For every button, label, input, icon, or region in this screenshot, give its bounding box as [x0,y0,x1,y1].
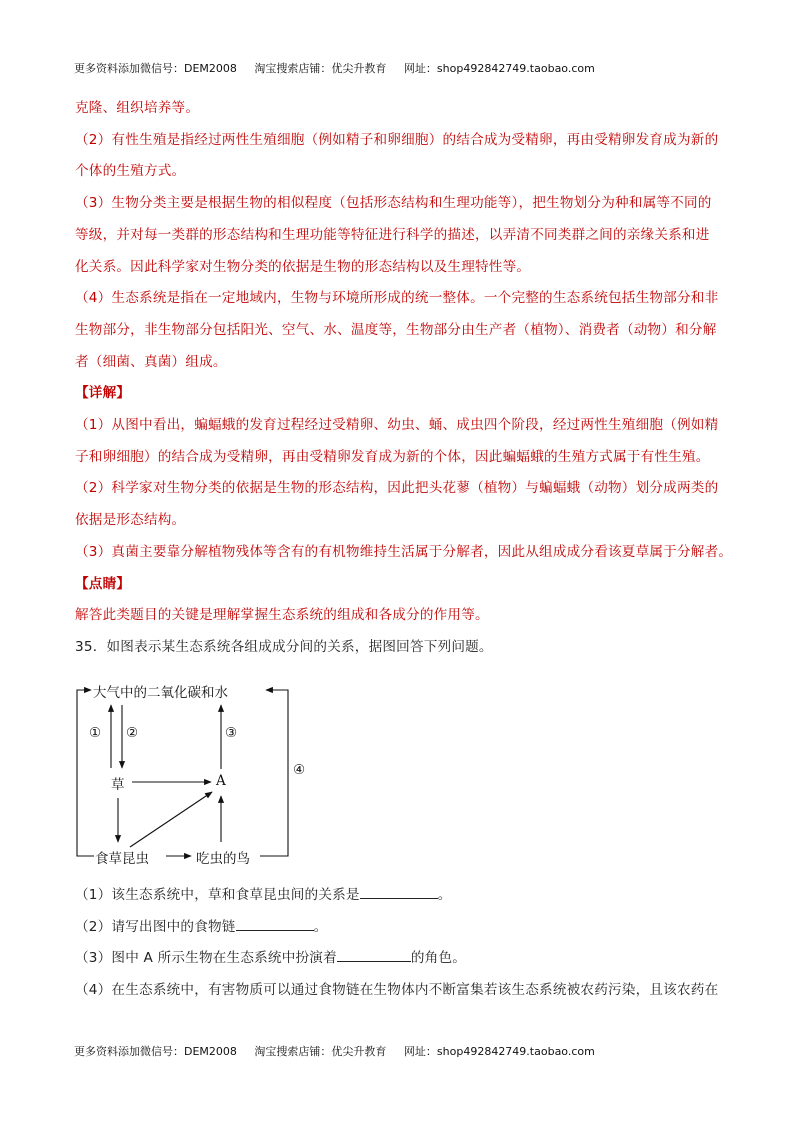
header-wechat: 更多资料添加微信号：DEM2008 [74,62,237,75]
detail-d3-line-1: （3）真菌主要靠分解植物残体等含有的有机物维持生活属于分解者，因此从组成成分看该夏草属于分解者。 [75,543,733,560]
label-2: ② [126,725,139,741]
question-2-text: （2）请写出图中的食物链 [75,918,236,935]
analysis-p2-line-1: （2）有性生殖是指经过两性生殖细胞（例如精子和卵细胞）的结合成为受精卵，再由受精卵发育成为新的 [75,131,719,148]
node-a: A [216,773,226,789]
ecosystem-diagram [70,676,310,866]
analysis-p3-line-2: 等级，并对每一类群的形态结构和生理功能等特征进行科学的描述，以弄清不同类群之间的亲缘关系和进 [75,226,710,243]
question-1-end: 。 [437,887,452,903]
detail-d2-line-2: 依据是形态结构。 [75,512,186,529]
analysis-p3-line-3: 化关系。因此科学家对生物分类的依据是生物的形态结构以及生理特性等。 [75,258,531,275]
node-bird: 吃虫的鸟 [196,851,250,867]
question-2-blank[interactable] [236,916,314,931]
question-3-text: （3）图中 A 所示生物在生态系统中扮演着 [75,950,337,967]
question-stem: 35．如图表示某生态系统各组成成分间的关系，据图回答下列问题。 [75,639,493,655]
header-url: 网址：shop492842749.taobao.com [403,62,595,75]
page-header [74,60,609,76]
detail-d2-line-1: （2）科学家对生物分类的依据是生物的形态结构，因此把头花蓼（植物）与蝙蝠蛾（动物）划分成两类的 [75,480,719,497]
sub-questions-block [75,880,730,1007]
analysis-p3-line-1: （3）生物分类主要是根据生物的相似程度（包括形态结构和生理功能等），把生物划分为种和属等不同的 [75,195,712,212]
footer-url: 网址：shop492842749.taobao.com [403,1045,595,1058]
question-4: （4）在生态系统中，有害物质可以通过食物链在生物体内不断富集若该生态系统被农药污染，且该农药在 [75,982,719,999]
comment-heading: 【点睛】 [75,575,131,592]
arrow-insect-to-a [130,792,212,847]
analysis-line-0: 克隆、组织培养等。 [75,100,200,116]
analysis-block [75,93,733,632]
header-shop: 淘宝搜索店铺：优尖升教育 [254,62,387,75]
question-2 [75,912,730,944]
detail-d1-line-1: （1）从图中看出，蝙蝠蛾的发育过程经过受精卵、幼虫、蛹、成虫四个阶段，经过两性生殖细胞（例如精 [75,417,719,434]
detail-heading: 【详解】 [75,385,131,402]
question-3 [75,943,730,975]
label-4: ④ [293,762,306,778]
analysis-p4-line-3: 者（细菌、真菌）组成。 [75,353,227,370]
footer-wechat: 更多资料添加微信号：DEM2008 [74,1045,237,1058]
footer-shop: 淘宝搜索店铺：优尖升教育 [254,1045,387,1058]
label-3: ③ [225,725,238,741]
label-1: ① [89,725,102,741]
question-3-end: 的角色。 [410,950,467,967]
node-atmosphere: 大气中的二氧化碳和水 [93,685,228,701]
detail-d1-line-2: 子和卵细胞）的结合成为受精卵，再由受精卵发育成为新的个体，因此蝙蝠蛾的生殖方式属于有性生殖。 [75,448,710,465]
diagram-arrows [70,676,310,866]
node-insect: 食草昆虫 [95,851,149,867]
arrow-bird-to-atmosphere [260,690,288,856]
question-1 [75,880,730,912]
question-1-blank[interactable] [360,884,438,899]
question-2-end: 。 [313,918,328,935]
analysis-p4-line-2: 生物部分，非生物部分包括阳光、空气、水、温度等，生物部分由生产者（植物）、消费者（动物）和分解 [75,321,717,338]
analysis-p2-line-2: 个体的生殖方式。 [75,163,186,180]
question-3-blank[interactable] [337,947,411,962]
node-grass: 草 [111,777,125,793]
question-1-text: （1）该生态系统中，草和食草昆虫间的关系是 [75,887,360,903]
analysis-p4-line-1: （4）生态系统是指在一定地域内，生物与环境所形成的统一整体。一个完整的生态系统包括生物部分和非 [75,290,719,307]
question-stem-block [75,632,730,664]
comment-text: 解答此类题目的关键是理解掌握生态系统的组成和各成分的作用等。 [75,607,489,624]
page-footer [74,1043,609,1059]
arrow-insect-to-atmosphere [77,690,94,856]
